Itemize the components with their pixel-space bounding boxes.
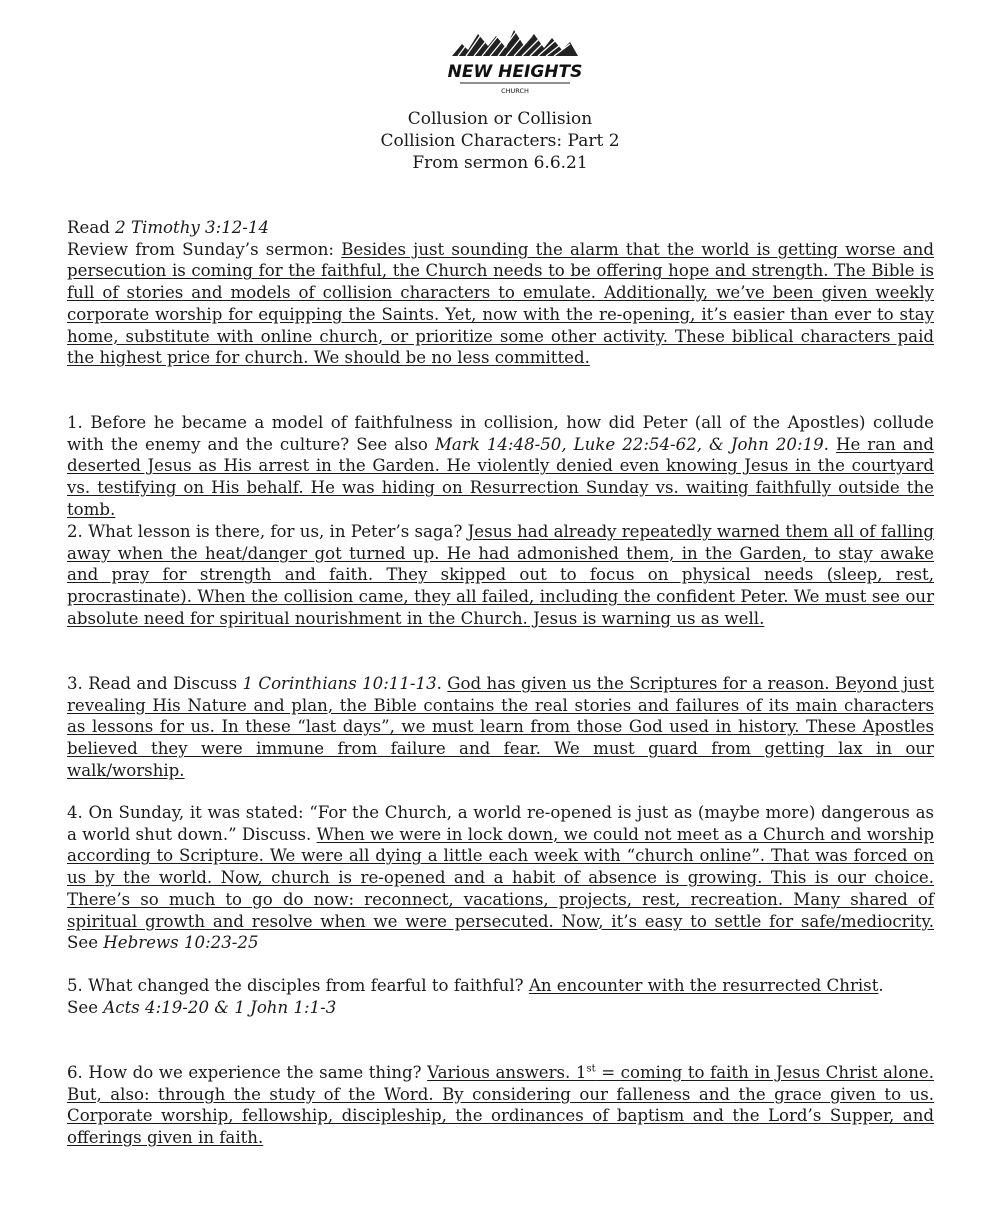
question-6-answer: Various answers. 1st = coming to faith in Jesus Christ alone. But, also: through the study of the Word. By considering our falleness and the grace given to us. Corporate worship, fellowship, discipleship, the ordinances of baptism and the Lord’s Supper, and offerings given in faith.: [67, 1063, 935, 1148]
question-1: [67, 412, 934, 521]
sermon-date: From sermon 6.6.21: [412, 153, 588, 173]
read-reference: 2 Timothy 3:12-14: [115, 218, 270, 237]
question-4-answer: When we were in lock down, we could not meet as a Church and worship according to Scripture. We were all dying a little each week with “church online”. That was forced on us by the world. Now, church is re-opened and a habit of absence is growing. This is our choice. There’s so much to go do now: reconnect, vacations, projects, rest, recreation. Many shared of spiritual growth and resolve when we were persecuted. Now, it’s easy to settle for safe/mediocrity.: [67, 824, 934, 931]
question-4-text: 4. On Sunday, it was stated: “For the Church, a world re-opened is just as (maybe more) dangerous as a world shut down.” Discuss.: [67, 803, 934, 844]
question-3: [67, 673, 934, 782]
question-6-text: 6. How do we experience the same thing?: [67, 1063, 428, 1082]
question-3-text: 3. Read and Discuss: [67, 674, 243, 693]
question-1-answer: He ran and deserted Jesus as His arrest in the Garden. He violently denied even knowing Jesus in the courtyard vs. testifying on His behalf. He was hiding on Resurrection Sunday vs. waiting faithfully outside the tomb.: [67, 434, 935, 519]
logo-sub: CHURCH: [501, 87, 529, 95]
document-header: [0, 108, 1000, 174]
question-5: [67, 975, 934, 1018]
review-paragraph: [67, 239, 934, 369]
question-3-reference: 1 Corinthians 10:11-13: [242, 674, 437, 693]
question-3-answer: God has given us the Scriptures for a reason. Beyond just revealing His Nature and plan, the Bible contains the real stories and failures of its main characters as lessons for us. In these “last days”, we must learn from those God used in history. These Apostles believed they were immune from failure and fear. We must guard from getting lax in our walk/worship.: [67, 674, 934, 780]
question-6: [67, 1062, 934, 1149]
question-1-reference: Mark 14:48-50, Luke 22:54-62, & John 20:19.: [434, 434, 829, 454]
subtitle: Collision Characters: Part 2: [380, 131, 620, 151]
intro-section: [67, 217, 934, 369]
question-4-see: See: [67, 933, 104, 953]
question-2: [67, 521, 934, 630]
question-3-separator: .: [436, 674, 448, 693]
read-line: [67, 217, 934, 239]
question-2-text: 2. What lesson is there, for us, in Peter’s saga?: [67, 522, 468, 541]
question-5-end: .: [878, 976, 884, 995]
title: Collusion or Collision: [407, 109, 593, 129]
question-5-see: See: [67, 997, 104, 1017]
question-2-answer: Jesus had already repeatedly warned them all of falling away when the heat/danger got turned up. He had admonished them, in the Garden, to stay awake and pray for strength and faith. They skipped out to focus on physical needs (sleep, rest, procrastinate). When the collision came, they all failed, including the confident Peter. We must see our absolute need for spiritual nourishment in the Church. Jesus is warning us as well.: [67, 522, 934, 628]
mountain-logo-icon: [448, 26, 582, 98]
question-5-answer: An encounter with the resurrected Christ: [528, 976, 879, 995]
church-logo: [448, 26, 582, 98]
review-text: Besides just sounding the alarm that the world is getting worse and persecution is coming for the faithful, the Church needs to be offering hope and strength. The Bible is full of stories and models of collision characters to emulate. Additionally, we’ve been given weekly corporate worship for equipping the Saints. Yet, now with the re-opening, it’s easier than ever to stay home, substitute with online church, or prioritize some other activity. These biblical characters paid the highest price for church. We should be no less committed.: [67, 239, 934, 368]
question-4-reference: Hebrews 10:23-25: [103, 933, 259, 953]
question-5-reference: Acts 4:19-20 & 1 John 1:1-3: [103, 997, 337, 1017]
question-1-text: 1. Before he became a model of faithfulness in collision, how did Peter (all of the Apostles) collude with the enemy and the culture? See also: [67, 413, 934, 454]
read-label: Read: [67, 218, 116, 237]
logo-name: NEW HEIGHTS: [448, 62, 582, 82]
question-5-text: 5. What changed the disciples from fearful to faithful?: [67, 976, 529, 995]
question-4: [67, 802, 934, 954]
review-label: Review from Sunday’s sermon:: [67, 239, 342, 259]
